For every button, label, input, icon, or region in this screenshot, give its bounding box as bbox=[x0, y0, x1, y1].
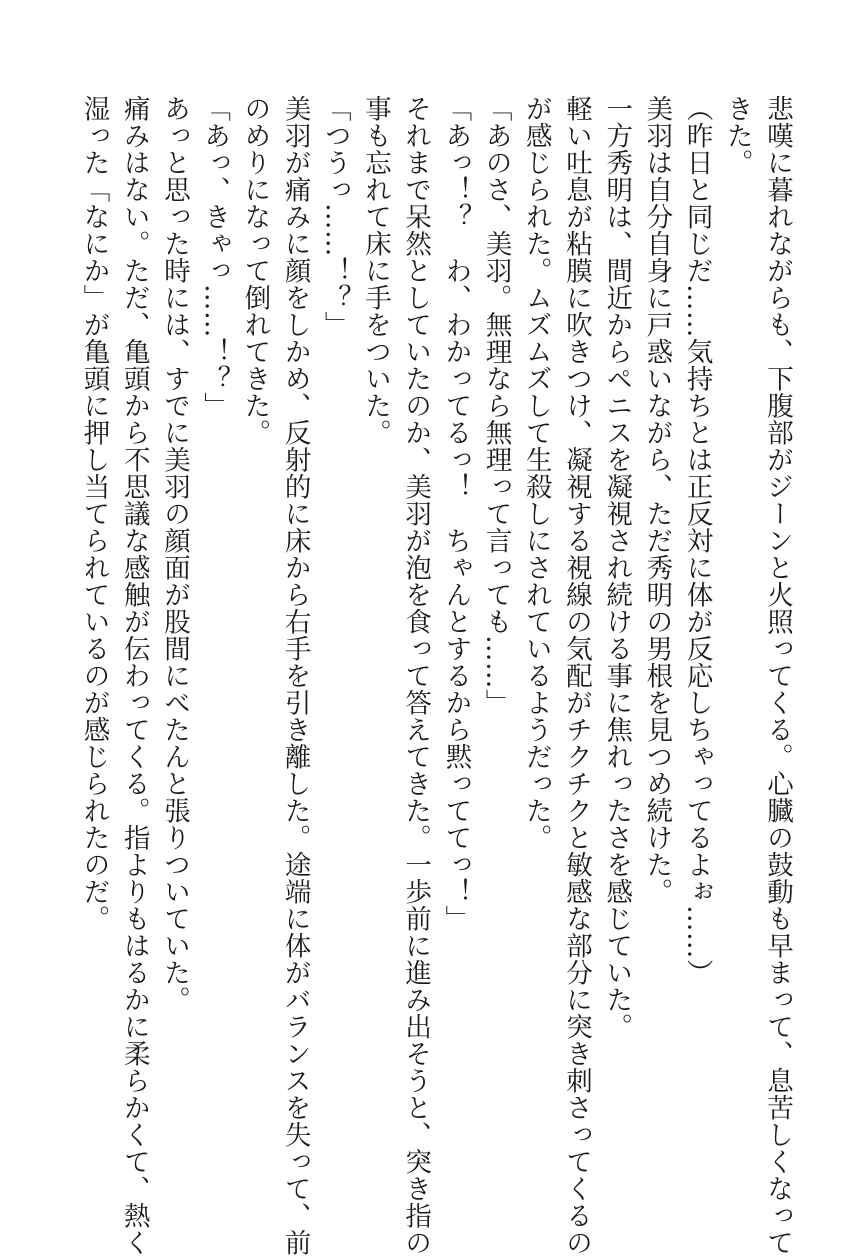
text-line: 美羽が痛みに顔をしかめ、反射的に床から右手を引き離した。途端に体がバランスを失って、前 bbox=[279, 95, 311, 1256]
text-line: （昨日と同じだ……気持ちとは正反対に体が反応しちゃってるよぉ……） bbox=[681, 95, 713, 986]
text-line: 「あのさ、美羽。無理なら無理って言っても……」 bbox=[480, 95, 512, 716]
text-line: 「あっ、きゃっ……！？」 bbox=[199, 95, 231, 419]
text-line: 悲嘆に暮れながらも、下腹部がジーンと火照ってくる。心臓の鼓動も早まって、息苦しくなって bbox=[762, 95, 793, 1256]
text-line: のめりになって倒れてきた。 bbox=[239, 95, 271, 446]
text-line: 「あっ！？ わ、わかってるっ！ ちゃんとするから黙っててっ！」 bbox=[440, 95, 472, 932]
text-line: 事も忘れて床に手をついた。 bbox=[359, 95, 391, 446]
text-line: それまで呆然としていたのか、美羽が泡を食って答えてきた。一歩前に進み出そうと、突き指の bbox=[400, 95, 432, 1256]
text-line: 痛みはない。ただ、亀頭から不思議な感触が伝わってくる。指よりもはるかに柔らかくて、熱く bbox=[118, 95, 150, 1256]
text-line: きた。 bbox=[721, 95, 753, 176]
vertical-text-body bbox=[73, 95, 797, 1256]
text-line: 湿った「なにか」が亀頭に押し当てられているのが感じられたのだ。 bbox=[78, 95, 110, 932]
text-line: 一方秀明は、間近からペニスを凝視され続ける事に焦れったさを感じていた。 bbox=[601, 95, 633, 1040]
text-line: が感じられた。ムズムズして生殺しにされているようだった。 bbox=[520, 95, 552, 851]
text-line: 美羽は自分自身に戸惑いながら、ただ秀明の男根を見つめ続けた。 bbox=[641, 95, 673, 905]
text-line: 「つうっ……！？」 bbox=[319, 95, 351, 338]
text-line: あっと思った時には、すでに美羽の顔面が股間にべたんと張りついていた。 bbox=[158, 95, 190, 1013]
text-line: 軽い吐息が粘膜に吹きつけ、凝視する視線の気配がチクチクと敏感な部分に突き刺さってくるの bbox=[560, 95, 592, 1256]
